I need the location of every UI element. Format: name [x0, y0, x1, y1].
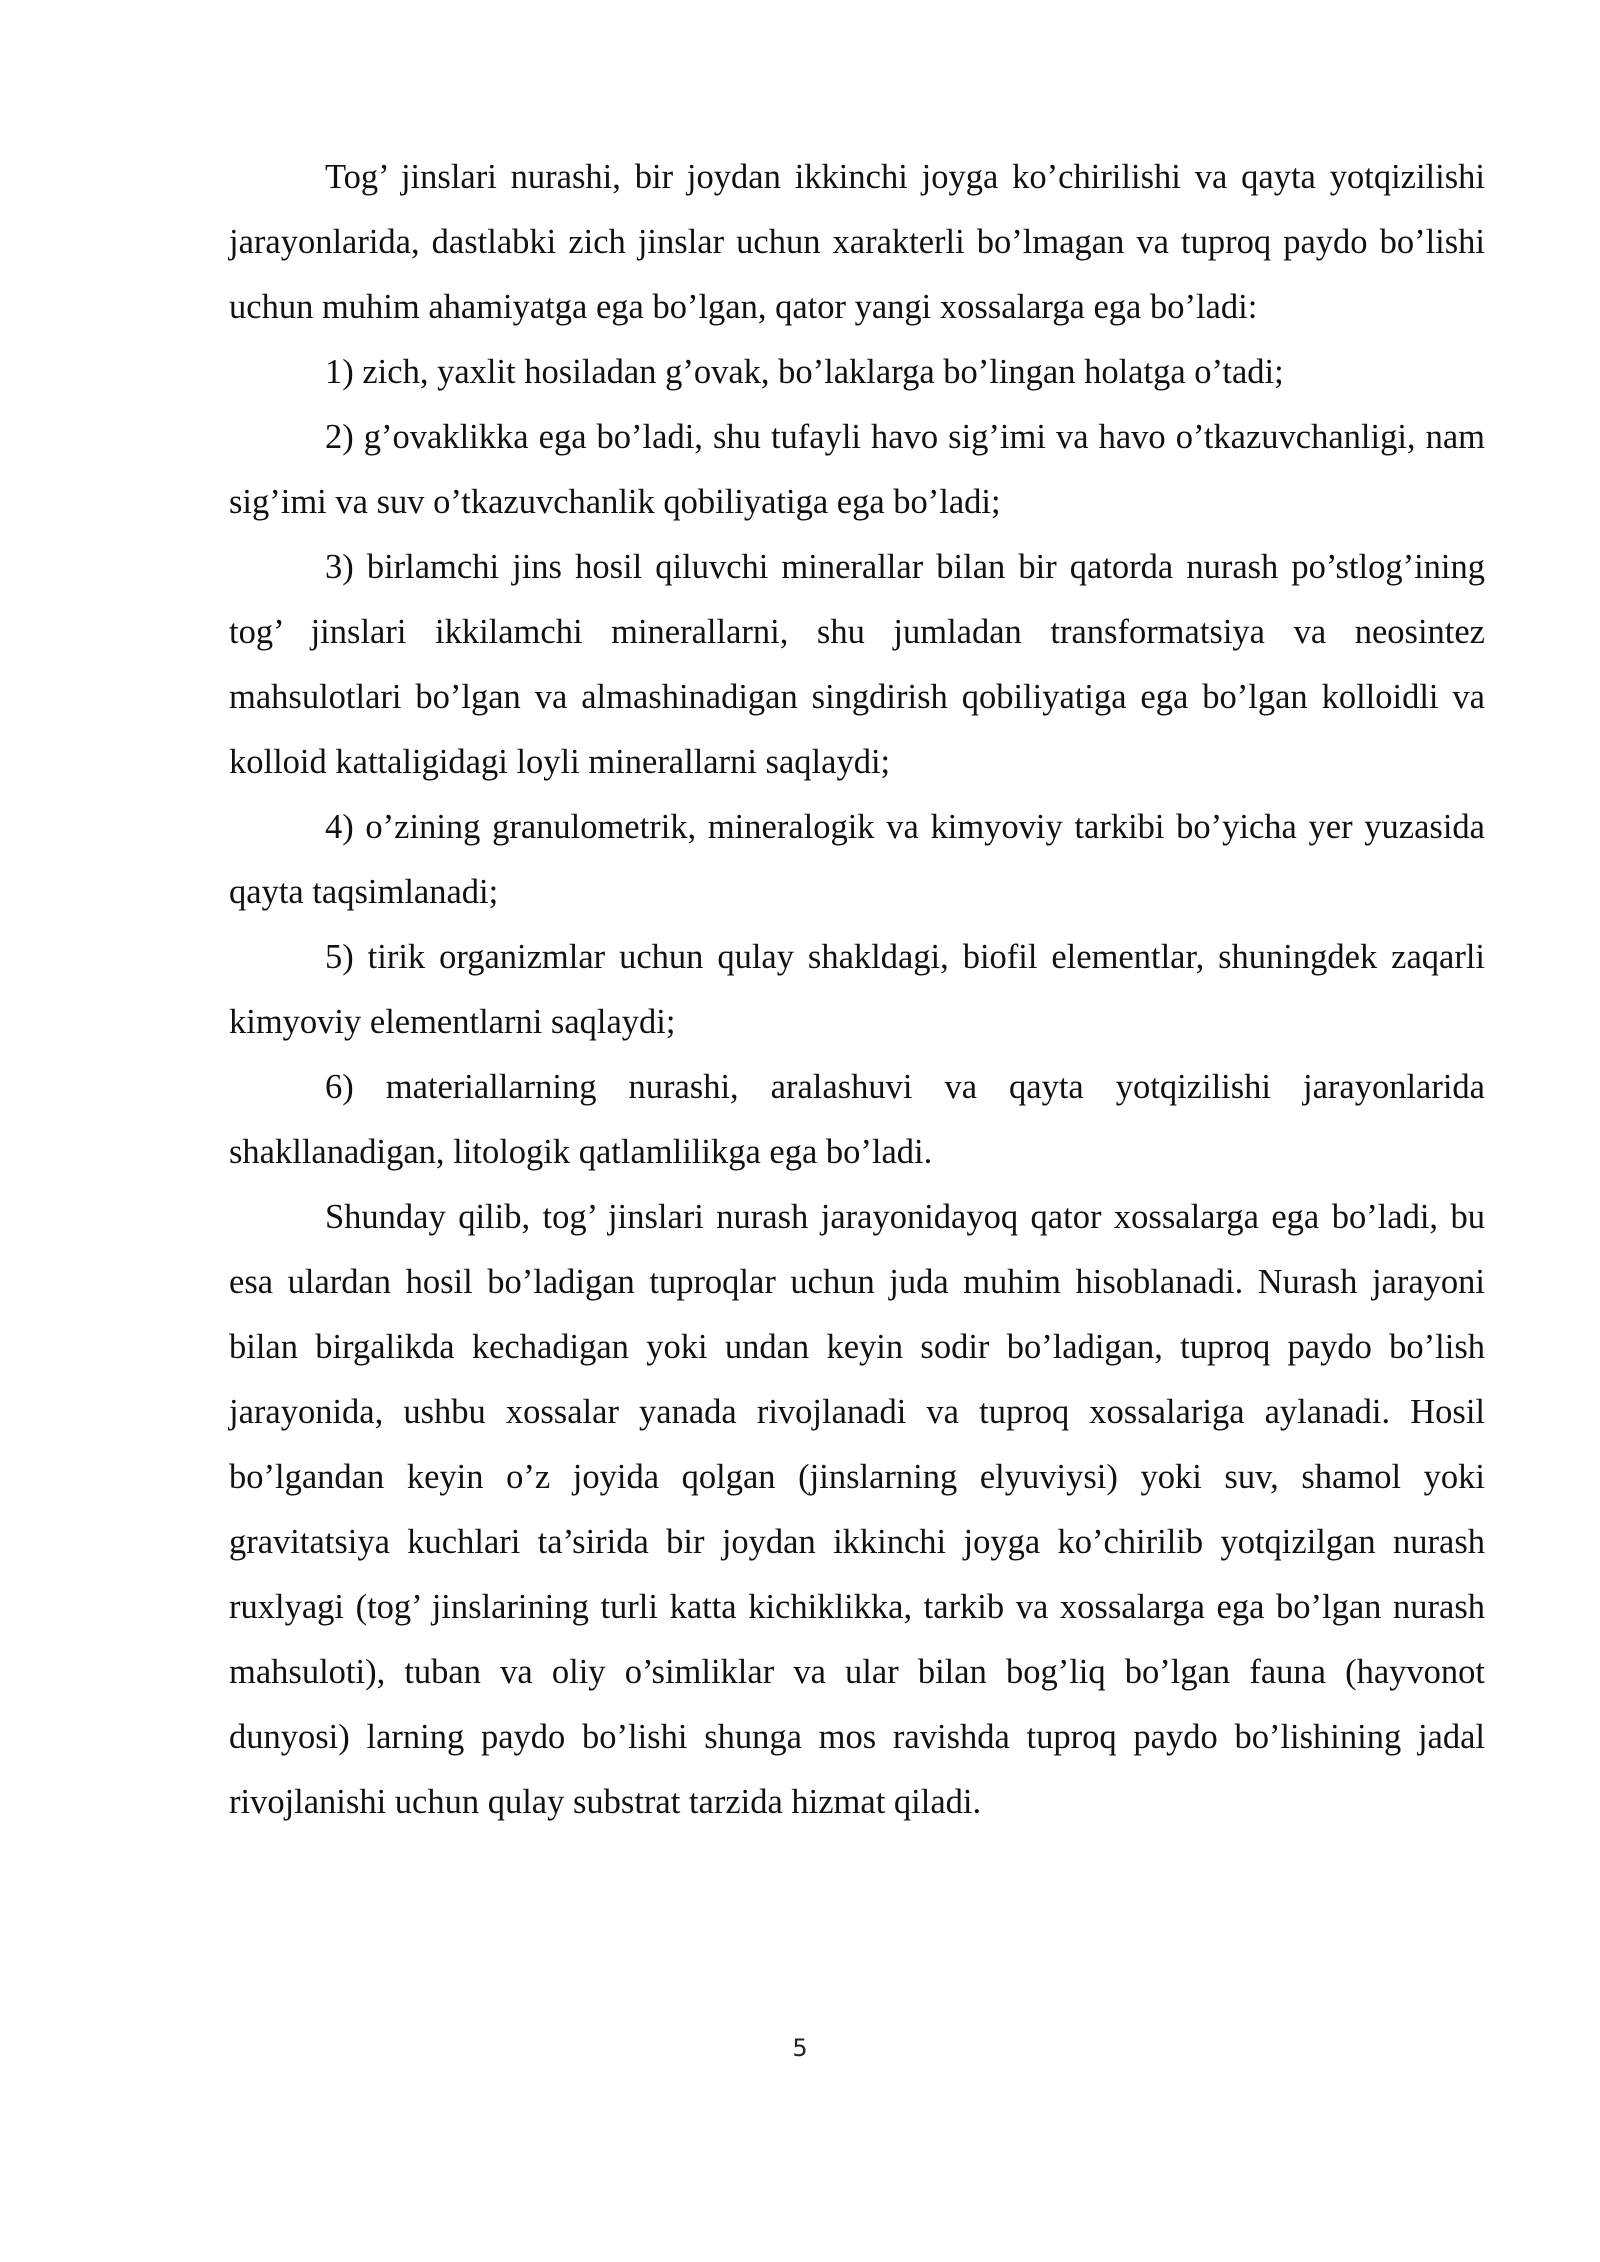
list-item-1: 1) zich, yaxlit hosiladan g’ovak, bo’laklarga bo’lingan holatga o’tadi; [325, 353, 1284, 391]
paragraph-conclusion: Shunday qilib, tog’ jinslari nurash jarayonidayoq qator xossalarga ega bo’ladi, bu esa ulardan hosil bo’ladigan tuproqlar uchun juda muhim hisoblanadi. Nurash jarayoni bilan birgalikda kechadigan yoki undan keyin sodir bo’ladigan, tuproq paydo bo’lish jarayonida, ushbu xossalar yanada rivojlanadi va tuproq xossalariga aylanadi. Hosil bo’lgandan keyin o’z joyida qolgan (jinslarning elyuviysi) yoki suv, shamol yoki gravitatsiya kuchlari ta’sirida bir joydan ikkinchi joyga ko’chirilib yotqizilgan nurash ruxlyagi (tog’ jinslarining turli katta kichiklikka, tarkib va xossalarga ega bo’lgan nurash mahsuloti), tuban va oliy o’simliklar va ular bilan bog’liq bo’lgan fauna (hayvonot dunyosi) larning paydo bo’lishi shunga mos ravishda tuproq paydo bo’lishining jadal rivojlanishi uchun qulay substrat tarzida hizmat qiladi. [229, 1198, 1485, 1821]
list-item-6: 6) materiallarning nurashi, aralashuvi va qayta yotqizilishi jarayonlarida shakllanadigan, litologik qatlamlilikga ega bo’ladi. [229, 1068, 1485, 1171]
list-item-3: 3) birlamchi jins hosil qiluvchi minerallar bilan bir qatorda nurash po’stlog’ining tog’ jinslari ikkilamchi minerallarni, shu jumladan transformatsiya va neosintez mahsulotlari bo’lgan va almashinadigan singdirish qobiliyatiga ega bo’lgan kolloidli va kolloid kattaligidagi loyli minerallarni saqlaydi; [229, 548, 1485, 781]
page-number: 5 [792, 2034, 808, 2062]
list-item-2: 2) g’ovaklikka ega bo’ladi, shu tufayli havo sig’imi va havo o’tkazuvchanligi, nam sig’imi va suv o’tkazuvchanlik qobiliyatiga ega bo’ladi; [229, 418, 1485, 521]
list-item-4: 4) o’zining granulometrik, mineralogik va kimyoviy tarkibi bo’yicha yer yuzasida qayta taqsimlanadi; [229, 808, 1485, 911]
paragraph-intro: Tog’ jinslari nurashi, bir joydan ikkinchi joyga ko’chirilishi va qayta yotqizilishi jarayonlarida, dastlabki zich jinslar uchun xarakterli bo’lmagan va tuproq paydo bo’lishi uchun muhim ahamiyatga ega bo’lgan, qator yangi xossalarga ega bo’ladi: [229, 158, 1485, 326]
list-item-5: 5) tirik organizmlar uchun qulay shakldagi, biofil elementlar, shuningdek zaqarli kimyoviy elementlarni saqlaydi; [229, 938, 1485, 1041]
body-text [229, 145, 1485, 1835]
